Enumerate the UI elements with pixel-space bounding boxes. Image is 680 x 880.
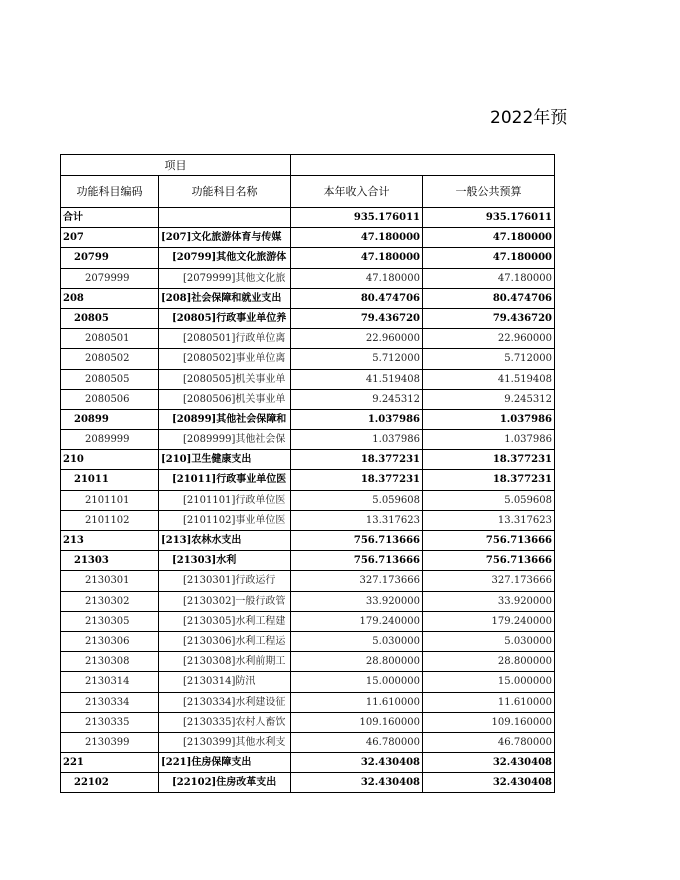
table-row (60, 652, 555, 672)
cell-public-budget: 28.800000 (423, 652, 555, 672)
cell-name: [2080506]机关事业单 (159, 390, 291, 410)
cell-code: 2089999 (60, 430, 159, 450)
cell-code: 2130399 (60, 733, 159, 753)
cell-total: 756.713666 (291, 531, 423, 551)
cell-name: [2130334]水利建设征 (159, 693, 291, 713)
cell-code: 210 (60, 450, 159, 470)
cell-name: [2079999]其他文化旅 (159, 269, 291, 289)
cell-name: [2130301]行政运行 (159, 571, 291, 591)
cell-code: 2130301 (60, 571, 159, 591)
cell-code: 20805 (60, 309, 159, 329)
budget-table (60, 154, 555, 793)
table-row (60, 531, 555, 551)
cell-public-budget: 18.377231 (423, 450, 555, 470)
cell-total: 46.780000 (291, 733, 423, 753)
cell-total: 28.800000 (291, 652, 423, 672)
cell-name: [2130305]水利工程建 (159, 612, 291, 632)
table-row (60, 713, 555, 733)
cell-name: [21011]行政事业单位医 (159, 470, 291, 490)
cell-name: [213]农林水支出 (159, 531, 291, 551)
cell-name: [2130399]其他水利支 (159, 733, 291, 753)
cell-total: 41.519408 (291, 370, 423, 390)
cell-name: [2130314]防汛 (159, 672, 291, 692)
cell-public-budget: 1.037986 (423, 430, 555, 450)
cell-total: 5.712000 (291, 349, 423, 369)
cell-total: 935.176011 (291, 208, 423, 228)
table-row (60, 511, 555, 531)
cell-name: [2089999]其他社会保 (159, 430, 291, 450)
header-public-budget: 一般公共预算 (423, 176, 555, 208)
cell-name: [2080501]行政单位离 (159, 329, 291, 349)
table-row (60, 208, 555, 228)
cell-name (159, 208, 291, 228)
cell-total: 18.377231 (291, 450, 423, 470)
table-row (60, 248, 555, 268)
cell-name: [2101101]行政单位医 (159, 491, 291, 511)
table-row (60, 773, 555, 793)
cell-code: 2080506 (60, 390, 159, 410)
cell-code: 2079999 (60, 269, 159, 289)
cell-total: 33.920000 (291, 592, 423, 612)
cell-total: 327.173666 (291, 571, 423, 591)
cell-total: 13.317623 (291, 511, 423, 531)
cell-total: 80.474706 (291, 289, 423, 309)
cell-total: 18.377231 (291, 470, 423, 490)
cell-public-budget: 11.610000 (423, 693, 555, 713)
cell-name: [2130302]一般行政管 (159, 592, 291, 612)
cell-public-budget: 327.173666 (423, 571, 555, 591)
cell-public-budget: 32.430408 (423, 773, 555, 793)
cell-name: [2080505]机关事业单 (159, 370, 291, 390)
cell-total: 9.245312 (291, 390, 423, 410)
cell-code: 合计 (60, 208, 159, 228)
cell-name: [210]卫生健康支出 (159, 450, 291, 470)
table-row (60, 470, 555, 490)
cell-code: 2130314 (60, 672, 159, 692)
cell-total: 179.240000 (291, 612, 423, 632)
cell-public-budget: 9.245312 (423, 390, 555, 410)
cell-public-budget: 41.519408 (423, 370, 555, 390)
cell-total: 79.436720 (291, 309, 423, 329)
header-name: 功能科目名称 (159, 176, 291, 208)
cell-total: 32.430408 (291, 773, 423, 793)
cell-name: [20899]其他社会保障和 (159, 410, 291, 430)
table-row (60, 269, 555, 289)
cell-code: 21303 (60, 551, 159, 571)
cell-name: [2130308]水利前期工 (159, 652, 291, 672)
table-row (60, 430, 555, 450)
cell-total: 11.610000 (291, 693, 423, 713)
cell-public-budget: 47.180000 (423, 228, 555, 248)
cell-code: 213 (60, 531, 159, 551)
cell-code: 2130308 (60, 652, 159, 672)
table-row (60, 309, 555, 329)
cell-code: 22102 (60, 773, 159, 793)
cell-public-budget: 33.920000 (423, 592, 555, 612)
cell-total: 22.960000 (291, 329, 423, 349)
cell-code: 2080502 (60, 349, 159, 369)
report-title: 2022年预 (490, 108, 568, 128)
table-row (60, 612, 555, 632)
table-row (60, 632, 555, 652)
cell-total: 5.059608 (291, 491, 423, 511)
cell-name: [2080502]事业单位离 (159, 349, 291, 369)
cell-total: 15.000000 (291, 672, 423, 692)
cell-code: 2101102 (60, 511, 159, 531)
cell-public-budget: 756.713666 (423, 551, 555, 571)
table-row (60, 753, 555, 773)
table-row (60, 693, 555, 713)
table-row (60, 491, 555, 511)
header-code: 功能科目编码 (60, 176, 159, 208)
cell-name: [207]文化旅游体育与传媒 (159, 228, 291, 248)
cell-name: [22102]住房改革支出 (159, 773, 291, 793)
cell-code: 20899 (60, 410, 159, 430)
table-row (60, 329, 555, 349)
cell-code: 2130334 (60, 693, 159, 713)
cell-public-budget: 179.240000 (423, 612, 555, 632)
cell-total: 109.160000 (291, 713, 423, 733)
cell-code: 2080505 (60, 370, 159, 390)
header-row-columns (60, 176, 555, 208)
cell-public-budget: 47.180000 (423, 269, 555, 289)
cell-code: 221 (60, 753, 159, 773)
table-body (60, 208, 555, 793)
cell-total: 32.430408 (291, 753, 423, 773)
cell-public-budget: 80.474706 (423, 289, 555, 309)
cell-total: 756.713666 (291, 551, 423, 571)
header-group-project: 项目 (60, 155, 291, 176)
cell-name: [21303]水利 (159, 551, 291, 571)
cell-public-budget: 13.317623 (423, 511, 555, 531)
cell-total: 47.180000 (291, 228, 423, 248)
table-row (60, 672, 555, 692)
cell-name: [2130335]农村人畜饮 (159, 713, 291, 733)
cell-name: [20799]其他文化旅游体 (159, 248, 291, 268)
cell-public-budget: 47.180000 (423, 248, 555, 268)
table-row (60, 571, 555, 591)
header-total: 本年收入合计 (291, 176, 423, 208)
cell-public-budget: 1.037986 (423, 410, 555, 430)
table-row (60, 592, 555, 612)
cell-code: 21011 (60, 470, 159, 490)
cell-name: [221]住房保障支出 (159, 753, 291, 773)
cell-public-budget: 79.436720 (423, 309, 555, 329)
cell-total: 1.037986 (291, 410, 423, 430)
header-row-group (60, 154, 555, 176)
header-group-blank (291, 155, 555, 176)
table-row (60, 289, 555, 309)
cell-public-budget: 5.030000 (423, 632, 555, 652)
cell-public-budget: 5.712000 (423, 349, 555, 369)
table-row (60, 733, 555, 753)
cell-code: 207 (60, 228, 159, 248)
cell-total: 1.037986 (291, 430, 423, 450)
table-row (60, 390, 555, 410)
cell-total: 47.180000 (291, 248, 423, 268)
cell-code: 2101101 (60, 491, 159, 511)
cell-public-budget: 18.377231 (423, 470, 555, 490)
table-row (60, 228, 555, 248)
cell-code: 2130335 (60, 713, 159, 733)
cell-name: [208]社会保障和就业支出 (159, 289, 291, 309)
table-row (60, 450, 555, 470)
cell-public-budget: 5.059608 (423, 491, 555, 511)
cell-code: 20799 (60, 248, 159, 268)
cell-total: 47.180000 (291, 269, 423, 289)
table-row (60, 551, 555, 571)
cell-public-budget: 109.160000 (423, 713, 555, 733)
cell-code: 2080501 (60, 329, 159, 349)
cell-public-budget: 15.000000 (423, 672, 555, 692)
cell-name: [2101102]事业单位医 (159, 511, 291, 531)
cell-code: 2130306 (60, 632, 159, 652)
table-row (60, 370, 555, 390)
cell-name: [2130306]水利工程运 (159, 632, 291, 652)
cell-code: 2130305 (60, 612, 159, 632)
cell-code: 2130302 (60, 592, 159, 612)
table-row (60, 410, 555, 430)
table-row (60, 349, 555, 369)
cell-public-budget: 756.713666 (423, 531, 555, 551)
cell-public-budget: 935.176011 (423, 208, 555, 228)
cell-total: 5.030000 (291, 632, 423, 652)
cell-public-budget: 46.780000 (423, 733, 555, 753)
cell-code: 208 (60, 289, 159, 309)
cell-public-budget: 32.430408 (423, 753, 555, 773)
cell-public-budget: 22.960000 (423, 329, 555, 349)
cell-name: [20805]行政事业单位养 (159, 309, 291, 329)
